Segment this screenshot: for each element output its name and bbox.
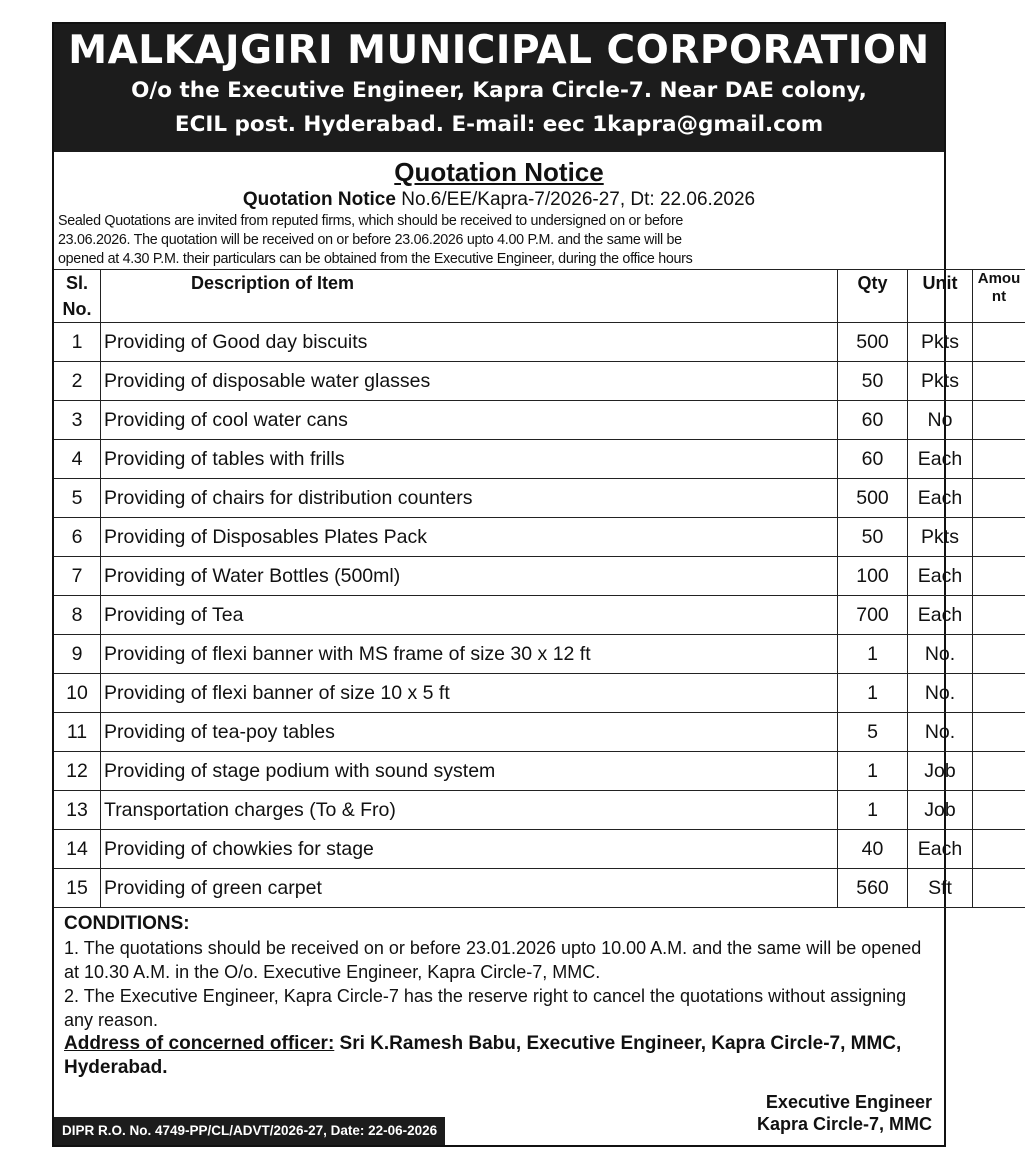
table-row <box>54 557 1025 596</box>
header-qty: Qty <box>838 270 908 323</box>
row-description: Providing of chairs for distribution counters <box>101 479 838 518</box>
table-row <box>54 713 1025 752</box>
row-description: Providing of chowkies for stage <box>101 830 838 869</box>
row-qty: 1 <box>838 635 908 674</box>
row-description: Providing of disposable water glasses <box>101 362 838 401</box>
table-row <box>54 635 1025 674</box>
conditions-heading: CONDITIONS: <box>64 913 190 934</box>
row-sl-no: 9 <box>54 635 101 674</box>
notice-ref-number: No.6/EE/Kapra-7/2026-27, Dt: 22.06.2026 <box>401 189 756 210</box>
notice-reference <box>54 188 944 212</box>
row-unit: Pkts <box>908 362 973 401</box>
table-header-row <box>54 270 1025 323</box>
row-description: Providing of tea-poy tables <box>101 713 838 752</box>
table-row <box>54 362 1025 401</box>
row-description: Providing of cool water cans <box>101 401 838 440</box>
quotation-notice <box>52 22 1021 1147</box>
row-qty: 1 <box>838 791 908 830</box>
row-description: Providing of flexi banner of size 10 x 5 ft <box>101 674 838 713</box>
row-sl-no: 7 <box>54 557 101 596</box>
table-row <box>54 791 1025 830</box>
header-description: Description of Item <box>101 270 838 323</box>
row-amount <box>973 440 1025 479</box>
row-unit: No <box>908 401 973 440</box>
officer-label: Address of concerned officer: <box>64 1033 335 1054</box>
row-qty: 50 <box>838 518 908 557</box>
row-amount <box>973 869 1025 908</box>
notice-intro <box>54 212 944 269</box>
row-amount <box>973 479 1025 518</box>
dipr-reference: DIPR R.O. No. 4749-PP/CL/ADVT/2026-27, Date: 22-06-2026 <box>54 1117 445 1145</box>
table-row <box>54 830 1025 869</box>
row-sl-no: 5 <box>54 479 101 518</box>
row-unit: No. <box>908 674 973 713</box>
row-amount <box>973 401 1025 440</box>
row-description: Providing of flexi banner with MS frame of size 30 x 12 ft <box>101 635 838 674</box>
row-amount <box>973 518 1025 557</box>
row-amount <box>973 557 1025 596</box>
row-qty: 50 <box>838 362 908 401</box>
row-unit: No. <box>908 635 973 674</box>
row-qty: 60 <box>838 401 908 440</box>
row-description: Providing of tables with frills <box>101 440 838 479</box>
row-sl-no: 14 <box>54 830 101 869</box>
table-row <box>54 440 1025 479</box>
row-sl-no: 12 <box>54 752 101 791</box>
intro-line: Sealed Quotations are invited from reputed firms, which should be received to undersigned on or before <box>58 213 684 229</box>
row-qty: 40 <box>838 830 908 869</box>
notice-ref-label: Quotation Notice <box>242 189 396 210</box>
row-sl-no: 13 <box>54 791 101 830</box>
row-description: Providing of Disposables Plates Pack <box>101 518 838 557</box>
row-amount <box>973 323 1025 362</box>
row-amount <box>973 635 1025 674</box>
intro-line: opened at 4.30 P.M. their particulars can be obtained from the Executive Engineer, during the office hours <box>58 251 693 267</box>
row-qty: 560 <box>838 869 908 908</box>
items-table <box>54 269 1025 908</box>
org-name: MALKAJGIRI MUNICIPAL CORPORATION <box>68 28 930 73</box>
row-unit: Each <box>908 557 973 596</box>
header-unit: Unit <box>908 270 973 323</box>
row-amount <box>973 713 1025 752</box>
row-sl-no: 4 <box>54 440 101 479</box>
row-amount <box>973 830 1025 869</box>
row-unit: Each <box>908 479 973 518</box>
row-qty: 500 <box>838 479 908 518</box>
conditions-section <box>54 908 944 1032</box>
row-amount <box>973 362 1025 401</box>
row-qty: 5 <box>838 713 908 752</box>
officer-details: Sri K.Ramesh Babu, Executive Engineer, Kapra Circle-7, MMC, Hyderabad. <box>64 1033 902 1078</box>
row-unit: Pkts <box>908 323 973 362</box>
signature-office: Kapra Circle-7, MMC <box>756 1114 932 1134</box>
row-description: Providing of Good day biscuits <box>101 323 838 362</box>
row-amount <box>973 752 1025 791</box>
row-sl-no: 8 <box>54 596 101 635</box>
table-row <box>54 323 1025 362</box>
row-amount <box>973 791 1025 830</box>
row-description: Providing of stage podium with sound system <box>101 752 838 791</box>
row-qty: 1 <box>838 674 908 713</box>
row-sl-no: 1 <box>54 323 101 362</box>
row-unit: Each <box>908 440 973 479</box>
address-line-2: ECIL post. Hyderabad. E-mail: eec 1kapra@gmail.com <box>174 112 824 137</box>
header-sl-no: Sl. No. <box>54 270 101 323</box>
row-unit: Sft <box>908 869 973 908</box>
signature-title: Executive Engineer <box>765 1092 932 1112</box>
row-description: Providing of green carpet <box>101 869 838 908</box>
table-row <box>54 596 1025 635</box>
row-qty: 700 <box>838 596 908 635</box>
row-qty: 60 <box>838 440 908 479</box>
row-unit: Each <box>908 830 973 869</box>
row-sl-no: 6 <box>54 518 101 557</box>
row-sl-no: 11 <box>54 713 101 752</box>
table-row <box>54 674 1025 713</box>
row-description: Providing of Tea <box>101 596 838 635</box>
notice-title: Quotation Notice <box>394 157 604 187</box>
row-amount <box>973 674 1025 713</box>
table-row <box>54 479 1025 518</box>
row-unit: Each <box>908 596 973 635</box>
officer-address <box>54 1032 944 1080</box>
condition-item: 2. The Executive Engineer, Kapra Circle-7 has the reserve right to cancel the quotations without assigning any reason. <box>64 986 907 1030</box>
row-qty: 500 <box>838 323 908 362</box>
condition-item: 1. The quotations should be received on or before 23.01.2026 upto 10.00 A.M. and the same will be opened at 10.30 A.M. in the O/o. Executive Engineer, Kapra Circle-7, MMC. <box>64 938 922 982</box>
table-row <box>54 401 1025 440</box>
header-amount: Amou nt <box>973 270 1025 323</box>
row-unit: Job <box>908 791 973 830</box>
row-sl-no: 10 <box>54 674 101 713</box>
address-line-1: O/o the Executive Engineer, Kapra Circle-7. Near DAE colony, <box>131 78 867 103</box>
header-banner <box>54 24 944 152</box>
row-qty: 100 <box>838 557 908 596</box>
intro-line: 23.06.2026. The quotation will be received on or before 23.06.2026 upto 4.00 P.M. and the same will be <box>58 232 682 248</box>
table-row <box>54 752 1025 791</box>
row-unit: Job <box>908 752 973 791</box>
table-row <box>54 869 1025 908</box>
row-sl-no: 15 <box>54 869 101 908</box>
row-description: Transportation charges (To & Fro) <box>101 791 838 830</box>
row-unit: No. <box>908 713 973 752</box>
row-sl-no: 2 <box>54 362 101 401</box>
row-sl-no: 3 <box>54 401 101 440</box>
row-amount <box>973 596 1025 635</box>
table-row <box>54 518 1025 557</box>
signature-block <box>757 1091 932 1135</box>
row-unit: Pkts <box>908 518 973 557</box>
row-qty: 1 <box>838 752 908 791</box>
row-description: Providing of Water Bottles (500ml) <box>101 557 838 596</box>
